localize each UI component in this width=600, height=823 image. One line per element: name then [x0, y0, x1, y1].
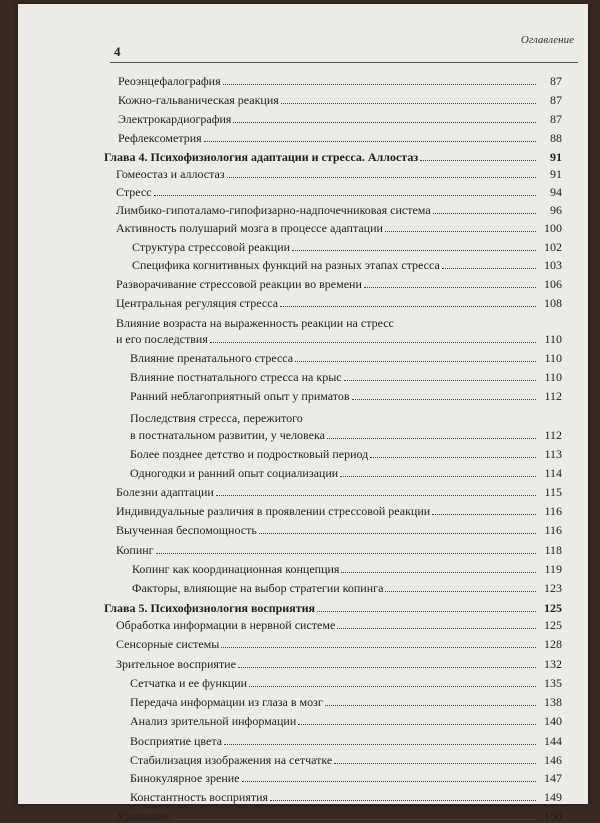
toc-entry-page: 110: [544, 351, 562, 365]
toc-entry-page: 87: [550, 93, 562, 107]
header-rule: [110, 62, 578, 63]
toc-entry-title: Центральная регуляция стресса: [116, 296, 279, 310]
toc-entry-title-line1: Последствия стресса, пережитого: [130, 411, 303, 425]
toc-entry-page: 112: [544, 428, 562, 442]
toc-entry-title: Структура стрессовой реакции: [132, 240, 291, 254]
toc-entry-page: 146: [544, 753, 562, 767]
toc-entry-page: 91: [550, 167, 562, 181]
toc-entry-title: Стабилизация изображения на сетчатке: [130, 753, 333, 767]
toc-entry-title: Узнавание: [116, 809, 169, 823]
toc-entry-page: 87: [550, 112, 562, 126]
toc-entry-page: 119: [544, 562, 562, 576]
toc-entry-page: 116: [544, 504, 562, 518]
toc-entry-title: Одногодки и ранний опыт социализации: [130, 466, 339, 480]
toc-entry-page: 108: [544, 296, 562, 310]
toc-entry-page: 110: [544, 370, 562, 384]
toc-entry-title: Передача информации из глаза в мозг: [130, 695, 323, 709]
toc-entry-title: Анализ зрительной информации: [130, 714, 297, 728]
toc-entry-title: Влияние постнатального стресса на крыс: [130, 370, 342, 384]
toc-entry-title: Кожно-гальваническая реакция: [118, 93, 279, 107]
toc-entry-page: 100: [544, 221, 562, 235]
toc-entry-title: в постнатальном развитии, у человека: [130, 428, 325, 442]
toc-entry-title: Факторы, влияющие на выбор стратегии копинга: [132, 581, 384, 595]
toc-entry-title: Специфика когнитивных функций на разных этапах стресса: [132, 258, 440, 272]
toc-entry-title: Ранний неблагоприятный опыт у приматов: [130, 389, 350, 403]
toc-entry-page: 138: [544, 695, 562, 709]
toc-entry-title: Лимбико-гипоталамо-гипофизарно-надпочечниковая система: [116, 203, 431, 217]
toc-entry-page: 144: [544, 734, 562, 748]
toc-entry-title: Зрительное восприятие: [116, 657, 236, 671]
toc-entry-title-line1: Влияние возраста на выраженность реакции на стресс: [116, 316, 394, 330]
toc-entry-title: Глава 5. Психофизиология восприятия: [104, 601, 316, 615]
toc-entry-page: 118: [544, 543, 562, 557]
running-title: Оглавление: [520, 34, 574, 46]
page-number: 4: [114, 44, 121, 59]
toc-entry-title: Копинг: [116, 543, 154, 557]
toc-entry-title: Сетчатка и ее функции: [130, 676, 248, 690]
toc-entry-page: 140: [544, 714, 562, 728]
toc-entry-page: 149: [544, 790, 562, 804]
toc-entry-title: Выученная беспомощность: [116, 523, 257, 537]
toc-entry-page: 123: [544, 581, 562, 595]
toc-entry-title: Гомеостаз и аллостаз: [116, 167, 225, 181]
toc-entry-title: Влияние пренатального стресса: [130, 351, 294, 365]
toc-entry-page: 125: [544, 601, 562, 615]
toc-entry-title: Глава 4. Психофизиология адаптации и стресса. Аллостаз: [104, 150, 419, 164]
toc-entry-title: Разворачивание стрессовой реакции во времени: [116, 277, 362, 291]
toc-entry-title: Восприятие цвета: [130, 734, 223, 748]
toc-entry-page: 96: [550, 203, 562, 217]
toc-entry-page: 115: [544, 485, 562, 499]
toc-entry-page: 128: [544, 637, 562, 651]
toc-entry-title: Бинокулярное зрение: [130, 771, 240, 785]
toc-entry-page: 110: [544, 332, 562, 346]
book-page: [18, 4, 588, 823]
toc-entry-title: Сенсорные системы: [116, 637, 220, 651]
toc-entry-title: Болезни адаптации: [116, 485, 214, 499]
toc-entry-page: 88: [550, 131, 562, 145]
toc-entry-page: 112: [544, 389, 562, 403]
toc-entry-page: 113: [544, 447, 562, 461]
toc-entry-page: 150: [544, 809, 562, 823]
toc-entry-title: Копинг как координационная концепция: [132, 562, 340, 576]
toc-entry-title: Стресс: [116, 185, 152, 199]
toc-entry-title: Более позднее детство и подростковый период: [130, 447, 369, 461]
toc-entry-title: Рефлексометрия: [118, 131, 202, 145]
toc-entry-page: 132: [544, 657, 562, 671]
toc-entry-title: Константность восприятия: [130, 790, 269, 804]
toc-entry-page: 87: [550, 74, 562, 88]
toc-entry-page: 114: [544, 466, 562, 480]
toc-entry-title: Электрокардиография: [118, 112, 232, 126]
toc-entry-title: Обработка информации в нервной системе: [116, 618, 336, 632]
toc-entry-title: Реоэнцефалография: [118, 74, 221, 88]
toc-entry-page: 135: [544, 676, 562, 690]
toc-entry-title: Активность полушарий мозга в процессе адаптации: [116, 221, 383, 235]
toc-entry-title: и его последствия: [116, 332, 208, 346]
toc-entry-page: 91: [550, 150, 562, 164]
toc-entry-page: 103: [544, 258, 562, 272]
toc-entry-page: 147: [544, 771, 562, 785]
toc-entry-page: 116: [544, 523, 562, 537]
toc-entry-page: 106: [544, 277, 562, 291]
toc-entry-title: Индивидуальные различия в проявлении стрессовой реакции: [116, 504, 431, 518]
toc-entry-page: 94: [550, 185, 562, 199]
toc-entry-page: 125: [544, 618, 562, 632]
toc-entry-page: 102: [544, 240, 562, 254]
